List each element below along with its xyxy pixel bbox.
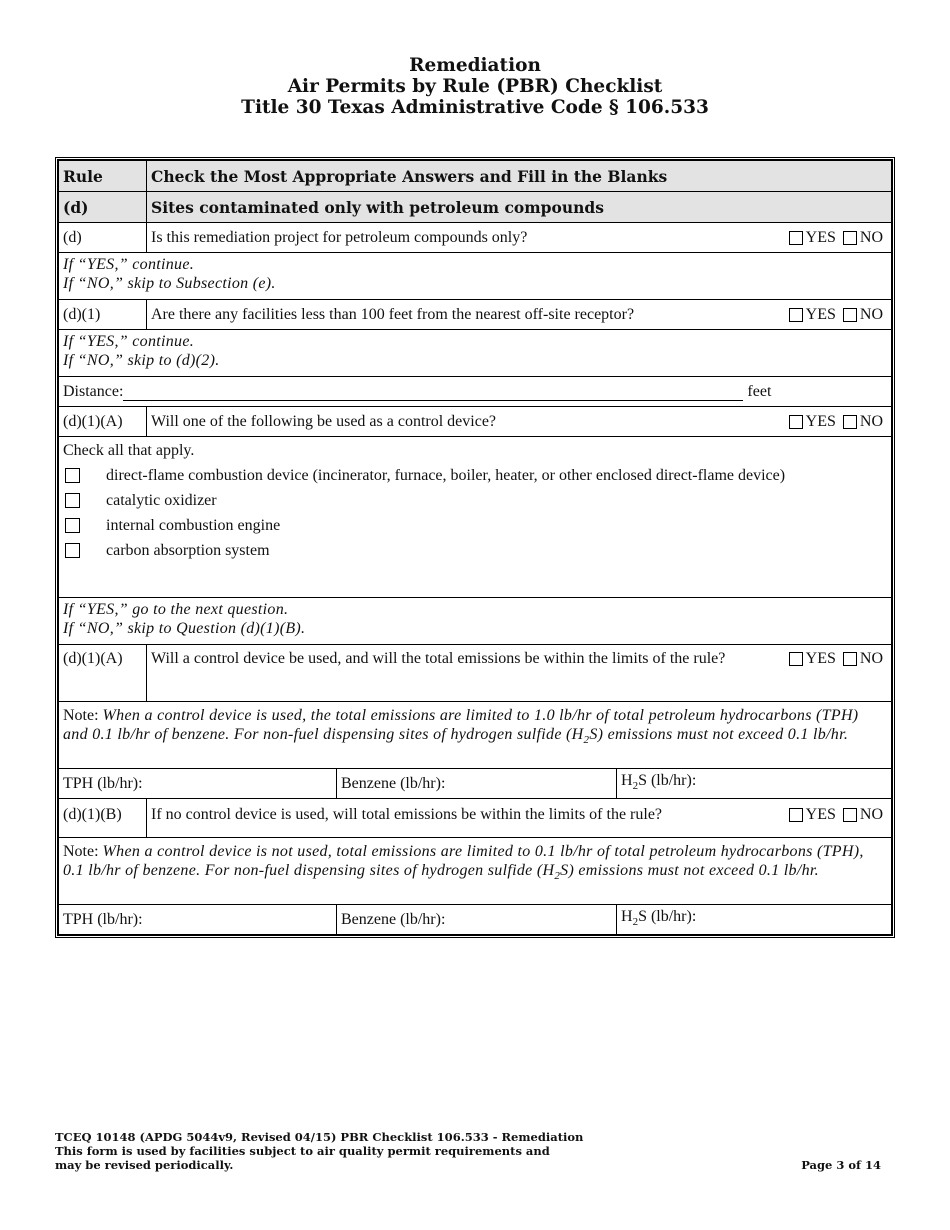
question-row bbox=[59, 799, 892, 838]
h2s-field[interactable]: $H_2S$ (lb/hr): bbox=[617, 769, 892, 799]
yes-checkbox[interactable] bbox=[789, 308, 803, 322]
h2s-field[interactable]: $H_2S$ (lb/hr): bbox=[617, 905, 892, 935]
note-text: When a control device is used, the total emissions are limited to 1.0 lb/hr of total petroleum hydrocarbons (TPH) and 0.1 lb/hr of benzene. For non-fuel dispensing sites of hydrogen sulfide $(H_2S)$ emissions must not exceed 0.1 lb/hr. bbox=[63, 707, 859, 747]
note-text: When a control device is not used, total emissions are limited to 0.1 lb/hr of total petroleum hydrocarbons (TPH), 0.1 lb/hr of benzene. For non-fuel dispensing sites of hydrogen sulfide $(H_2S)$ emissions must not exceed 0.1 lb/hr. bbox=[63, 843, 864, 883]
col-rule-header: Rule bbox=[59, 161, 147, 192]
device-label: carbon absorption system bbox=[106, 542, 270, 559]
rule-cell: (d)(1)(A) bbox=[59, 407, 147, 437]
page-number: Page 3 of 14 bbox=[801, 1158, 881, 1172]
question-row bbox=[59, 300, 892, 330]
device-option[interactable] bbox=[63, 541, 887, 560]
footer-form-id: TCEQ 10148 (APDG 5044v9, Revised 04/15) PBR Checklist 106.533 - Remediation bbox=[55, 1130, 584, 1144]
benzene-field[interactable]: Benzene (lb/hr): bbox=[337, 769, 617, 799]
device-checkbox[interactable] bbox=[65, 518, 80, 533]
device-checkbox[interactable] bbox=[65, 543, 80, 558]
yes-label: YES bbox=[805, 413, 836, 430]
no-checkbox[interactable] bbox=[843, 308, 857, 322]
device-option[interactable] bbox=[63, 491, 887, 510]
yes-label: YES bbox=[805, 806, 836, 824]
rule-cell: (d)(1)(B) bbox=[59, 799, 147, 838]
question-row bbox=[59, 407, 892, 437]
emissions-row bbox=[59, 769, 892, 799]
form-header bbox=[0, 55, 950, 118]
device-list-row bbox=[59, 437, 892, 598]
device-label: direct-flame combustion device (incinerator, furnace, boiler, heater, or other enclosed direct-flame device) bbox=[106, 467, 786, 484]
instruction-row bbox=[59, 598, 892, 645]
yes-checkbox[interactable] bbox=[789, 808, 803, 822]
no-label: NO bbox=[859, 650, 883, 667]
question-text: Are there any facilities less than 100 feet from the nearest off-site receptor? bbox=[151, 306, 635, 323]
footer-note-2: may be revised periodically. bbox=[55, 1158, 234, 1172]
section-header-row bbox=[59, 192, 892, 223]
no-checkbox[interactable] bbox=[843, 231, 857, 245]
question-text: Is this remediation project for petroleum compounds only? bbox=[151, 229, 528, 246]
question-row bbox=[59, 223, 892, 253]
page-footer bbox=[55, 1130, 881, 1172]
instruction-yes: If “YES,” continue. bbox=[63, 256, 195, 273]
col-main-header: Check the Most Appropriate Answers and Fill in the Blanks bbox=[147, 161, 892, 192]
distance-row bbox=[59, 377, 892, 407]
no-checkbox[interactable] bbox=[843, 652, 857, 666]
yes-checkbox[interactable] bbox=[789, 652, 803, 666]
section-title: Sites contaminated only with petroleum compounds bbox=[147, 192, 892, 223]
no-label: NO bbox=[859, 806, 883, 824]
yes-label: YES bbox=[805, 650, 836, 667]
no-label: NO bbox=[859, 229, 883, 246]
no-label: NO bbox=[859, 306, 883, 323]
instruction-row bbox=[59, 253, 892, 300]
note-label: Note: bbox=[63, 843, 99, 861]
device-checkbox[interactable] bbox=[65, 493, 80, 508]
device-checkbox[interactable] bbox=[65, 468, 80, 483]
rule-cell: (d)(1)(A) bbox=[59, 645, 147, 702]
no-label: NO bbox=[859, 413, 883, 430]
yes-checkbox[interactable] bbox=[789, 231, 803, 245]
device-option[interactable] bbox=[63, 516, 887, 535]
header-title: Remediation bbox=[409, 55, 541, 76]
distance-label: Distance: bbox=[63, 383, 124, 400]
note-row bbox=[59, 838, 892, 905]
instruction-yes: If “YES,” continue. bbox=[63, 333, 195, 350]
footer-note-1: This form is used by facilities subject to air quality permit requirements and bbox=[55, 1144, 550, 1158]
rule-cell: (d)(1) bbox=[59, 300, 147, 330]
distance-input[interactable] bbox=[123, 383, 743, 401]
rule-cell: (d) bbox=[59, 223, 147, 253]
yes-checkbox[interactable] bbox=[789, 415, 803, 429]
header-subtitle: Air Permits by Rule (PBR) Checklist bbox=[287, 76, 663, 97]
device-label: catalytic oxidizer bbox=[106, 492, 217, 509]
no-checkbox[interactable] bbox=[843, 808, 857, 822]
tph-field[interactable]: TPH (lb/hr): bbox=[59, 905, 337, 935]
question-row bbox=[59, 645, 892, 702]
column-header-row bbox=[59, 161, 892, 192]
note-row bbox=[59, 702, 892, 769]
note-label: Note: bbox=[63, 707, 99, 724]
yes-label: YES bbox=[805, 306, 836, 323]
instruction-row bbox=[59, 330, 892, 377]
instruction-no: If “NO,” skip to Question (d)(1)(B). bbox=[63, 620, 306, 637]
emissions-row bbox=[59, 905, 892, 935]
distance-unit: feet bbox=[747, 383, 772, 400]
section-rule: (d) bbox=[59, 192, 147, 223]
benzene-field[interactable]: Benzene (lb/hr): bbox=[337, 905, 617, 935]
instruction-yes: If “YES,” go to the next question. bbox=[63, 601, 289, 618]
yes-label: YES bbox=[805, 229, 836, 246]
tph-field[interactable]: TPH (lb/hr): bbox=[59, 769, 337, 799]
no-checkbox[interactable] bbox=[843, 415, 857, 429]
instruction-no: If “NO,” skip to Subsection (e). bbox=[63, 275, 276, 292]
question-text: Will one of the following be used as a control device? bbox=[151, 413, 497, 430]
check-all-label: Check all that apply. bbox=[63, 442, 195, 459]
question-text: If no control device is used, will total emissions be within the limits of the rule? bbox=[151, 806, 663, 824]
checklist-form bbox=[55, 157, 895, 938]
checklist-table bbox=[58, 160, 892, 935]
question-text: Will a control device be used, and will the total emissions be within the limits of the rule? bbox=[151, 650, 726, 667]
header-code: Title 30 Texas Administrative Code § 106.533 bbox=[241, 97, 709, 118]
instruction-no: If “NO,” skip to (d)(2). bbox=[63, 352, 220, 369]
device-option[interactable] bbox=[63, 466, 887, 485]
device-label: internal combustion engine bbox=[106, 517, 281, 534]
